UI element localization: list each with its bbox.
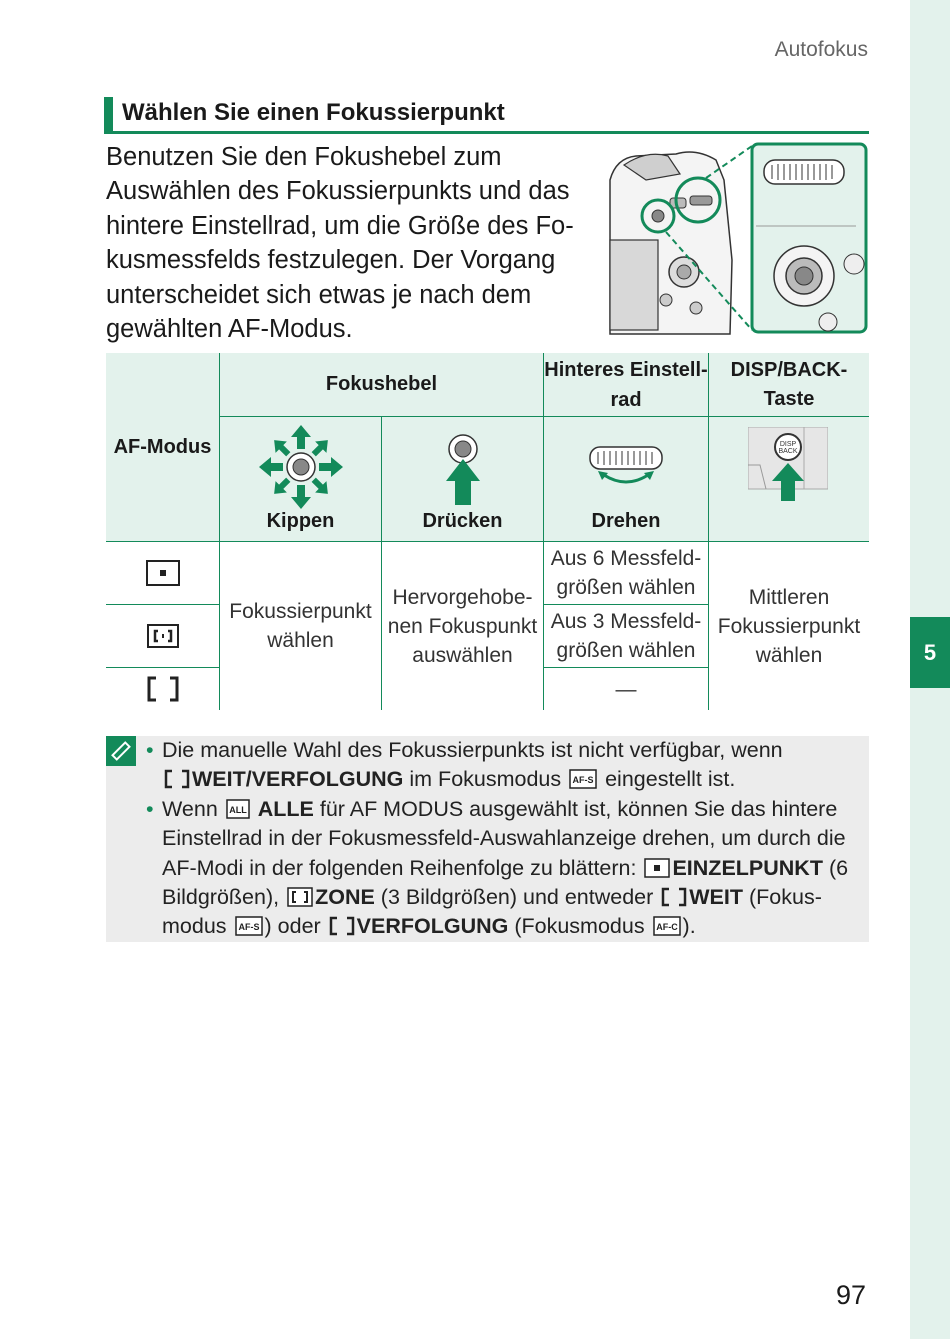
mode-single-point-cell	[106, 542, 219, 604]
grid-line	[220, 416, 869, 417]
grid-line	[544, 667, 708, 668]
cell-line: wählen	[755, 643, 823, 667]
focus-lever-press-icon	[444, 433, 482, 505]
cell-line: Fokussierpunkt	[229, 600, 372, 623]
glyph-text: AF-C	[655, 922, 678, 933]
cell-line: auswählen	[412, 643, 513, 667]
back-text: BACK	[778, 448, 798, 455]
note-bold: VERFOLGUNG	[356, 914, 509, 939]
grid-line	[219, 353, 220, 710]
note-item	[146, 736, 861, 795]
rotate-label: Drehen	[591, 510, 661, 532]
intro-line: gewählten AF-Modus.	[106, 315, 353, 344]
zone-icon	[287, 887, 313, 907]
mode-zone-cell	[106, 605, 219, 667]
disp-action-cell	[709, 542, 869, 710]
note-bold: WEIT/VERFOLGUNG	[192, 767, 404, 792]
all-icon	[226, 799, 250, 819]
grid-line	[543, 353, 544, 710]
heading-accent-bar	[104, 97, 113, 134]
single-point-icon	[644, 858, 670, 878]
intro-line: kusmessfelds festzulegen. Der Vorgang	[106, 246, 556, 275]
intro-line: unterscheidet sich etwas je nach dem	[106, 280, 532, 309]
wide-icon	[661, 887, 687, 907]
einstellrad-header	[544, 353, 708, 416]
intro-paragraph	[106, 140, 598, 346]
press-action-cell	[382, 542, 543, 710]
intro-line: hintere Einstellrad, um die Größe des Fo-	[106, 211, 574, 240]
disp-back-button-icon	[748, 427, 828, 501]
cell-line: Hervorgehobe-	[392, 585, 533, 609]
af-s-icon	[235, 916, 263, 936]
note-bold: WEIT	[689, 885, 744, 910]
grid-line	[106, 604, 219, 605]
glyph-text: AF-S	[572, 775, 594, 786]
wide-tracking-icon	[164, 769, 190, 789]
grid-line	[708, 353, 709, 710]
note-list	[146, 736, 861, 942]
cell-line: Fokussierpunkt	[717, 614, 861, 638]
note-text: eingestellt ist.	[599, 767, 736, 792]
cell-line: Aus 3 Messfeld-	[550, 610, 702, 633]
glyph-text: ALL	[229, 804, 247, 815]
header-line: Hinteres Einstell-	[544, 358, 708, 381]
header-line: rad	[610, 388, 642, 411]
note-box	[106, 736, 869, 942]
note-text: (Fokusmodus	[508, 914, 651, 939]
cell-line: Aus 6 Messfeld-	[550, 547, 702, 570]
single-point-icon	[146, 560, 180, 586]
intro-line: Auswählen des Fokussierpunkts und das	[106, 177, 570, 206]
rotate-wide-cell: —	[615, 677, 637, 701]
camera-illustration	[606, 140, 870, 336]
zone-icon	[147, 624, 179, 648]
tracking-icon	[329, 916, 355, 936]
af-s-icon	[569, 769, 597, 789]
cell-line: nen Fokuspunkt	[387, 614, 538, 638]
tilt-label: Kippen	[266, 510, 335, 532]
disp-text: DISP	[779, 441, 797, 448]
note-text: für AF MODUS ausgewählt ist, können Sie das hintere Einstellrad in der Fokusmessfeld-Auswahlanzeige drehen, um durch die AF-Modi in der folgenden Reihenfolge zu blättern:	[162, 796, 846, 880]
press-label: Drücken	[422, 510, 503, 532]
note-bold: EINZELPUNKT	[672, 855, 823, 880]
cell-line: größen wählen	[556, 639, 696, 662]
section-title: Wählen Sie einen Fokussierpunkt	[122, 99, 505, 126]
note-text: (Fokus-modus	[162, 885, 822, 939]
grid-line	[381, 416, 382, 710]
fokushebel-header: Fokushebel	[220, 353, 543, 416]
page-number: 97	[836, 1280, 867, 1310]
note-text: (3 Bildgrößen) und entweder	[374, 885, 660, 910]
rotate-single-point-cell	[544, 542, 708, 604]
mode-wide-tracking-cell	[106, 668, 219, 710]
disp-back-header: DISP/BACK-Taste	[709, 353, 869, 416]
glyph-text: AF-S	[238, 922, 260, 933]
wide-tracking-icon	[146, 676, 180, 702]
grid-line	[106, 541, 869, 542]
note-text: im Fokusmodus	[403, 767, 568, 792]
note-bold: ALLE	[257, 796, 314, 821]
rear-dial-rotate-icon	[586, 443, 666, 491]
note-text: Die manuelle Wahl des Fokussierpunkts ist nicht verfügbar, wenn	[162, 738, 783, 762]
focus-lever-tilt-icon	[259, 425, 343, 509]
cell-line: Mittleren	[748, 585, 830, 609]
note-item	[146, 795, 861, 942]
rotate-zone-cell	[544, 605, 708, 667]
cell-line: größen wählen	[556, 576, 696, 599]
note-text: ).	[682, 914, 696, 939]
note-text: ) oder	[264, 914, 327, 939]
note-text: Wenn	[162, 796, 224, 821]
section-heading	[104, 97, 869, 134]
cell-line: wählen	[267, 629, 334, 652]
intro-line: Benutzen Sie den Fokushebel zum	[106, 143, 502, 171]
chapter-tab[interactable]: 5	[910, 617, 950, 688]
note-icon	[106, 736, 136, 766]
note-bold: ZONE	[315, 885, 375, 910]
grid-line	[544, 604, 708, 605]
tilt-action-cell	[220, 542, 381, 710]
grid-line	[106, 667, 219, 668]
af-mode-header: AF-Modus	[106, 353, 219, 541]
af-c-icon	[653, 916, 681, 936]
running-head: Autofokus	[774, 38, 868, 61]
af-mode-table	[106, 353, 869, 710]
note-text: (6 Bildgrößen),	[162, 855, 849, 910]
